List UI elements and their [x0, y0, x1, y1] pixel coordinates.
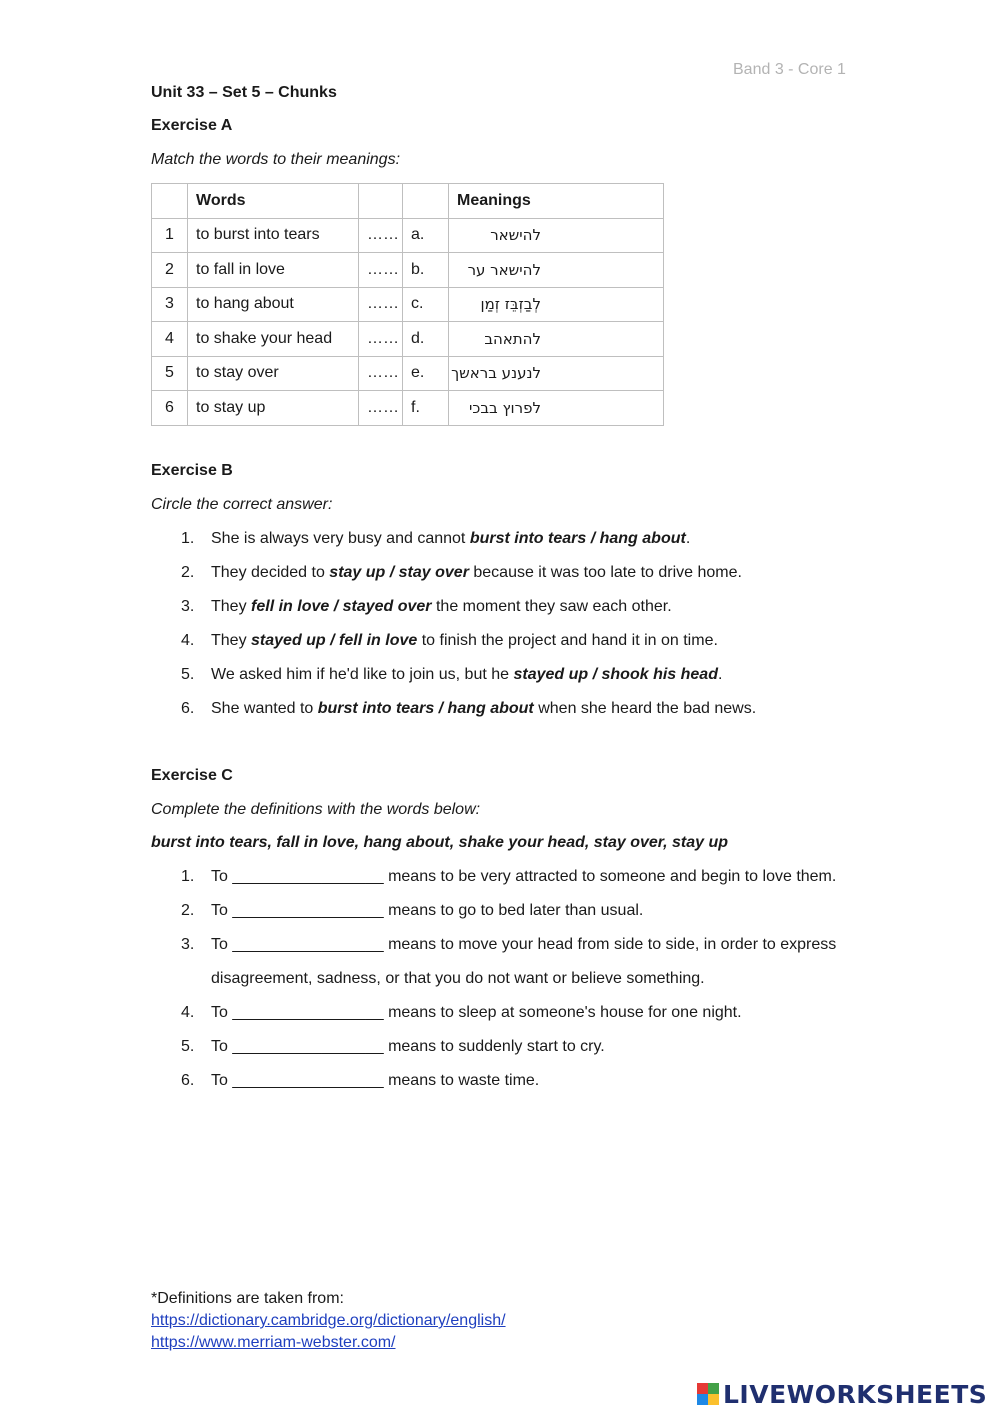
page-title: Unit 33 – Set 5 – Chunks [151, 84, 337, 101]
item-text: She wanted to [211, 700, 318, 717]
row-number: 2 [152, 253, 188, 288]
row-letter: c. [403, 287, 449, 322]
header-band-label: Band 3 - Core 1 [733, 61, 846, 78]
exercise-b-instruction: Circle the correct answer: [151, 496, 333, 513]
definition-text[interactable]: To _________________ means to move your head from side to side, in order to express disagreement, sadness, or that you do not want or believe something. [211, 936, 837, 987]
item-number: 3. [181, 598, 195, 615]
liveworksheets-logo [697, 1378, 987, 1410]
row-meaning: להישאר ער [449, 253, 664, 288]
logo-text: LIVEWORKSHEETS [723, 1379, 988, 1409]
definition-text[interactable]: To _________________ means to go to bed later than usual. [211, 902, 644, 919]
item-text: We asked him if he'd like to join us, but he [211, 666, 514, 683]
table-row [152, 391, 664, 426]
header-letter-cell [403, 184, 449, 219]
answer-blank[interactable]: …… [359, 356, 403, 391]
answer-blank[interactable]: …… [359, 218, 403, 253]
definition-text[interactable]: To _________________ means to suddenly start to cry. [211, 1038, 605, 1055]
list-item [151, 692, 756, 726]
list-item [151, 658, 756, 692]
logo-square [697, 1383, 708, 1394]
row-number: 3 [152, 287, 188, 322]
row-word: to stay over [188, 356, 359, 391]
answer-choice[interactable]: burst into tears / hang about [317, 700, 534, 717]
answer-choice[interactable]: stayed up / fell in love [251, 632, 418, 649]
row-letter: b. [403, 253, 449, 288]
row-number: 1 [152, 218, 188, 253]
row-word: to burst into tears [188, 218, 359, 253]
list-item [151, 624, 756, 658]
list-item [151, 894, 851, 928]
footer-sources [151, 1288, 506, 1354]
answer-choice[interactable]: stay up / stay over [329, 564, 469, 581]
table-row [152, 322, 664, 357]
exercise-b-list [151, 522, 756, 726]
item-number: 5. [181, 666, 195, 683]
item-text: when she heard the bad news. [533, 700, 757, 717]
row-number: 6 [152, 391, 188, 426]
list-item [151, 996, 851, 1030]
exercise-c-list [151, 860, 851, 1098]
table-header-row [152, 184, 664, 219]
item-number: 4. [181, 1004, 195, 1021]
footer-note: *Definitions are taken from: [151, 1290, 344, 1307]
exercise-b-heading: Exercise B [151, 462, 233, 479]
list-item [151, 522, 756, 556]
item-text: She is always very busy and cannot [211, 530, 470, 547]
item-number: 2. [181, 902, 195, 919]
exercise-c-heading: Exercise C [151, 767, 233, 784]
table-row [152, 287, 664, 322]
definition-text[interactable]: To _________________ means to be very attracted to someone and begin to love them. [211, 868, 837, 885]
row-letter: a. [403, 218, 449, 253]
list-item [151, 1030, 851, 1064]
item-number: 2. [181, 564, 195, 581]
answer-blank[interactable]: …… [359, 391, 403, 426]
row-letter: d. [403, 322, 449, 357]
item-number: 1. [181, 530, 195, 547]
answer-blank[interactable]: …… [359, 322, 403, 357]
answer-blank[interactable]: …… [359, 253, 403, 288]
list-item [151, 1064, 851, 1098]
row-meaning: לפרוץ בבכי [449, 391, 664, 426]
row-meaning: לנענע בראשך [449, 356, 664, 391]
merriam-webster-link[interactable]: https://www.merriam-webster.com/ [151, 1334, 396, 1351]
item-text: the moment they saw each other. [431, 598, 672, 615]
header-blank-cell [359, 184, 403, 219]
item-text: . [685, 530, 691, 547]
row-number: 4 [152, 322, 188, 357]
row-meaning: להישאר [449, 218, 664, 253]
row-letter: e. [403, 356, 449, 391]
item-text: because it was too late to drive home. [468, 564, 742, 581]
exercise-a-instruction: Match the words to their meanings: [151, 151, 401, 168]
table-row [152, 253, 664, 288]
item-number: 3. [181, 936, 195, 953]
matching-table [151, 183, 664, 426]
logo-squares-icon [697, 1383, 719, 1405]
list-item [151, 556, 756, 590]
row-meaning: להתאהב [449, 322, 664, 357]
row-meaning: לְבַזְבֵּז זְמַן [449, 287, 664, 322]
row-word: to stay up [188, 391, 359, 426]
answer-choice[interactable]: fell in love / stayed over [251, 598, 432, 615]
word-bank: burst into tears, fall in love, hang about, shake your head, stay over, stay up [151, 834, 729, 851]
item-text: They [211, 598, 252, 615]
table-row [152, 356, 664, 391]
exercise-c-instruction: Complete the definitions with the words below: [151, 801, 481, 818]
row-number: 5 [152, 356, 188, 391]
logo-square [697, 1394, 708, 1405]
list-item [151, 860, 851, 894]
item-text: They decided to [211, 564, 330, 581]
item-number: 6. [181, 700, 195, 717]
exercise-a-heading: Exercise A [151, 117, 233, 134]
item-text: to finish the project and hand it in on time. [417, 632, 718, 649]
cambridge-link[interactable]: https://dictionary.cambridge.org/dictionary/english/ [151, 1312, 506, 1329]
row-word: to shake your head [188, 322, 359, 357]
logo-square [708, 1394, 719, 1405]
header-num-cell [152, 184, 188, 219]
answer-blank[interactable]: …… [359, 287, 403, 322]
item-number: 1. [181, 868, 195, 885]
row-word: to fall in love [188, 253, 359, 288]
answer-choice[interactable]: stayed up / shook his head [513, 666, 718, 683]
item-number: 4. [181, 632, 195, 649]
list-item [151, 928, 851, 996]
item-number: 6. [181, 1072, 195, 1089]
header-meanings: Meanings [449, 184, 664, 219]
logo-square [708, 1383, 719, 1394]
table-row [152, 218, 664, 253]
row-word: to hang about [188, 287, 359, 322]
item-text: . [717, 666, 723, 683]
definition-text[interactable]: To _________________ means to sleep at someone's house for one night. [211, 1004, 742, 1021]
definition-text[interactable]: To _________________ means to waste time. [211, 1072, 540, 1089]
item-text: They [211, 632, 252, 649]
list-item [151, 590, 756, 624]
item-number: 5. [181, 1038, 195, 1055]
header-words: Words [188, 184, 359, 219]
row-letter: f. [403, 391, 449, 426]
answer-choice[interactable]: burst into tears / hang about [469, 530, 686, 547]
